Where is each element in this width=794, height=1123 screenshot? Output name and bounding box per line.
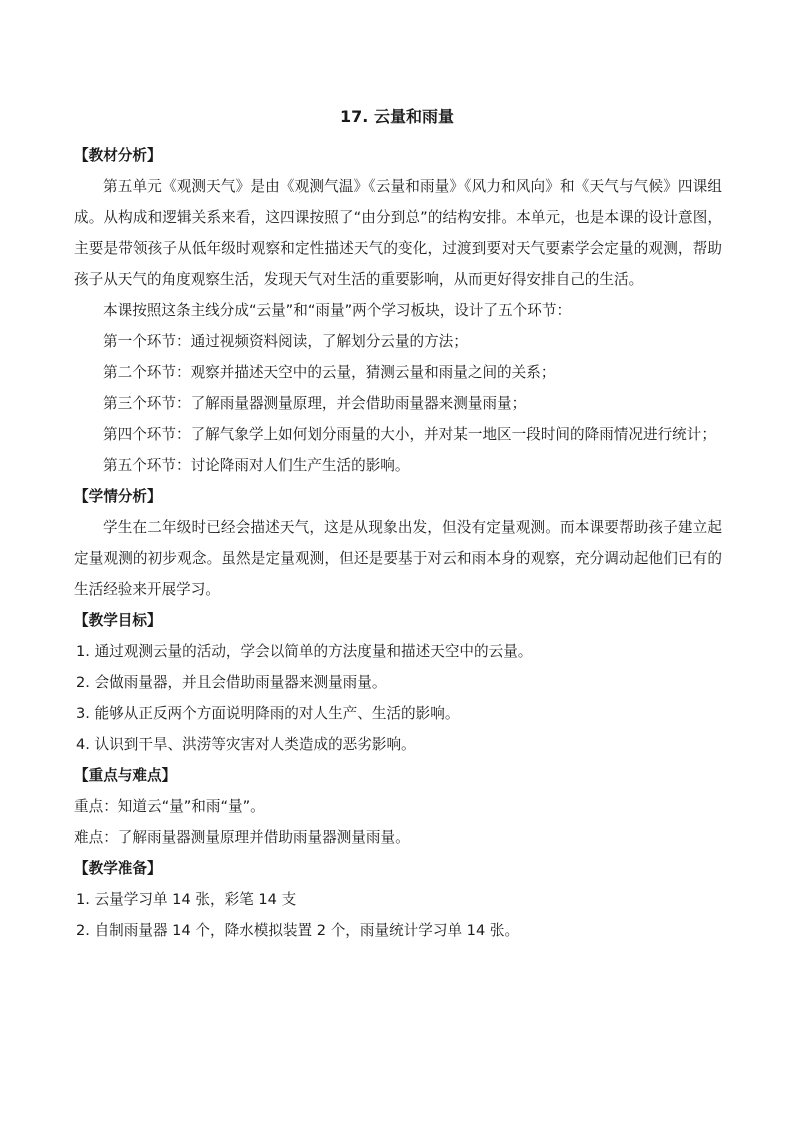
step-5: 第五个环节：讨论降雨对人们生产生活的影响。 xyxy=(103,457,410,474)
goal-item-2: 2. 会做雨量器，并且会借助雨量器来测量雨量。 xyxy=(76,674,387,691)
step-3: 第三个环节：了解雨量器测量原理，并会借助雨量器来测量雨量； xyxy=(103,395,527,412)
prep-item-2: 2. 自制雨量器 14 个，降水模拟装置 2 个，雨量统计学习单 14 张。 xyxy=(76,922,520,939)
step-2: 第二个环节：观察并描述天空中的云量，猜测云量和雨量之间的关系； xyxy=(103,364,556,381)
analysis-paragraph-1: 第五单元《观测天气》是由《观测气温》《云量和雨量》《风力和风向》和《天气与气候》四课组成。从构成和逻辑关系来看，这四课按照了“由分到总”的结构安排。本单元，也是本课的设计意图，主要是带领孩子从低年级时观察和定性描述天气的变化，过渡到要对天气要素学会定量的观测，帮助孩子从天气的角度观察生活，发现天气对生活的重要影响，从而更好得安排自己的生活。 xyxy=(74,178,723,288)
heading-teaching-goals: 【教学目标】 xyxy=(74,612,162,629)
key-focus: 重点：知道云“量”和雨“量”。 xyxy=(74,798,265,815)
heading-teaching-prep: 【教学准备】 xyxy=(74,860,162,877)
lesson-content xyxy=(74,140,722,946)
step-1: 第一个环节：通过视频资料阅读，了解划分云量的方法； xyxy=(103,333,468,350)
heading-textbook-analysis: 【教材分析】 xyxy=(74,147,162,164)
step-4: 第四个环节：了解气象学上如何划分雨量的大小，并对某一地区一段时间的降雨情况进行统计； xyxy=(103,426,716,443)
heading-student-analysis: 【学情分析】 xyxy=(74,488,162,505)
goal-item-1: 1. 通过观测云量的活动，学会以简单的方法度量和描述天空中的云量。 xyxy=(76,643,533,660)
heading-key-points: 【重点与难点】 xyxy=(74,767,177,784)
lesson-title: 17. 云量和雨量 xyxy=(340,107,454,126)
goal-item-4: 4. 认识到干旱、洪涝等灾害对人类造成的恶劣影响。 xyxy=(76,736,416,753)
prep-item-1: 1. 云量学习单 14 张，彩笔 14 支 xyxy=(76,891,297,908)
key-difficulty: 难点：了解雨量器测量原理并借助雨量器测量雨量。 xyxy=(74,829,410,846)
analysis-paragraph-2: 本课按照这条主线分成“云量”和“雨量”两个学习板块，设计了五个环节： xyxy=(103,302,572,319)
goal-item-3: 3. 能够从正反两个方面说明降雨的对人生产、生活的影响。 xyxy=(76,705,460,722)
students-paragraph: 学生在二年级时已经会描述天气，这是从现象出发，但没有定量观测。而本课要帮助孩子建立起定量观测的初步观念。虽然是定量观测，但还是要基于对云和雨本身的观察，充分调动起他们已有的生活经验来开展学习。 xyxy=(74,519,722,598)
